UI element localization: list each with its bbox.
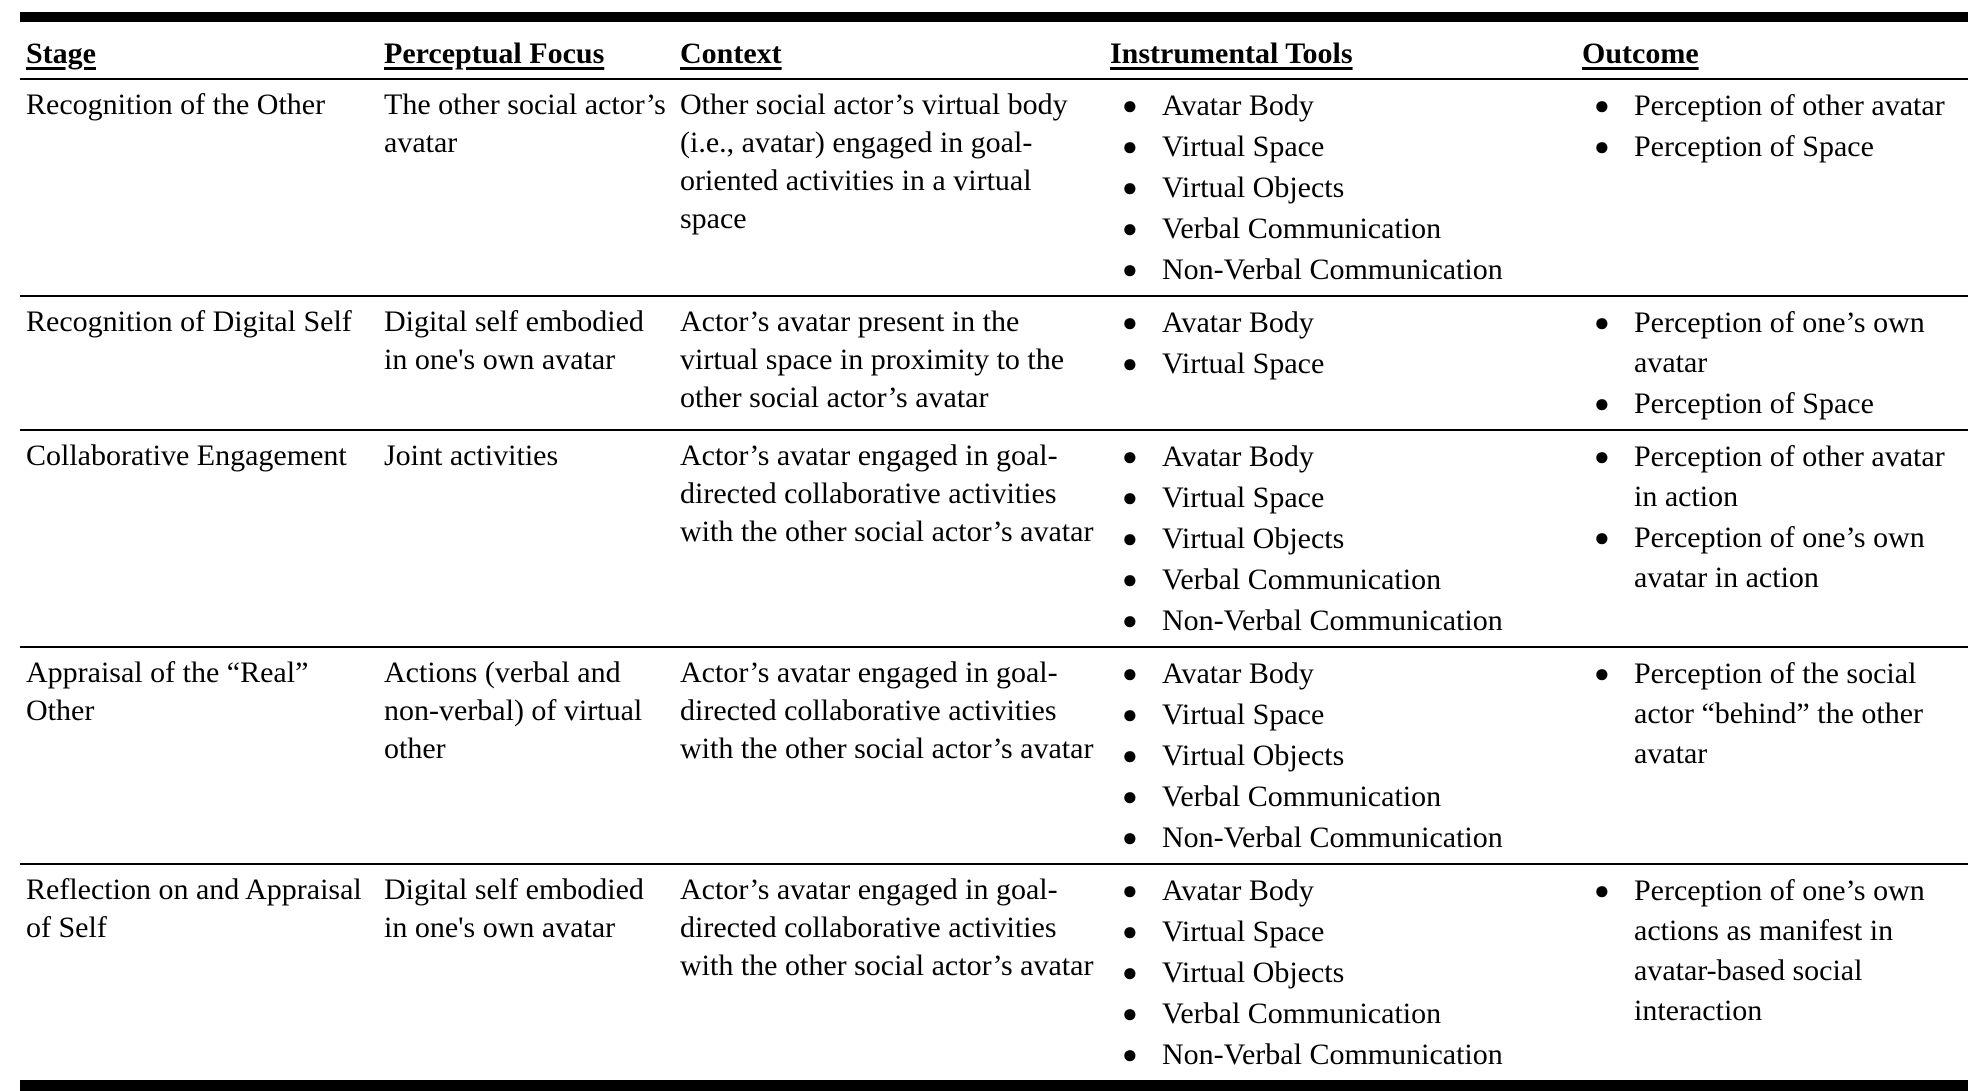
outcome-label: Perception of one’s own actions as manifest in avatar-based social interaction	[1634, 874, 1925, 1027]
cell-stage: Recognition of Digital Self	[20, 296, 378, 430]
bullet-icon: ●	[1594, 132, 1610, 161]
cell-outcome	[1576, 647, 1968, 864]
cell-context: Other social actor’s virtual body (i.e., avatar) engaged in goal-oriented activities in a virtual space	[674, 79, 1104, 296]
bullet-icon: ●	[1122, 524, 1138, 553]
list-item	[1110, 818, 1570, 858]
list-item	[1582, 654, 1962, 774]
outcome-label: Perception of Space	[1634, 387, 1874, 420]
list-item	[1582, 871, 1962, 1031]
cell-context: Actor’s avatar engaged in goal-directed collaborative activities with the other social actor’s avatar	[680, 873, 1094, 982]
list-item	[1110, 127, 1570, 167]
bullet-icon: ●	[1122, 565, 1138, 594]
list-item	[1582, 518, 1962, 598]
table-row	[20, 430, 1968, 647]
tools-list	[1110, 303, 1570, 384]
bullet-icon: ●	[1122, 483, 1138, 512]
bullet-icon: ●	[1122, 606, 1138, 635]
header-instrumental-tools-label: Instrumental Tools	[1110, 37, 1353, 70]
tool-label: Non-Verbal Communication	[1162, 821, 1503, 854]
tools-list	[1110, 437, 1570, 641]
tool-label: Verbal Communication	[1162, 212, 1442, 245]
bullet-icon: ●	[1594, 659, 1610, 688]
tool-label: Avatar Body	[1162, 874, 1314, 907]
cell-instrumental-tools	[1104, 647, 1576, 864]
bullet-icon: ●	[1594, 876, 1610, 905]
list-item	[1110, 344, 1570, 384]
outcome-label: Perception of one’s own avatar	[1634, 306, 1925, 379]
header-perceptual-focus-label: Perceptual Focus	[384, 37, 605, 70]
tool-label: Virtual Objects	[1162, 739, 1345, 772]
bullet-icon: ●	[1594, 389, 1610, 418]
tool-label: Virtual Space	[1162, 347, 1325, 380]
top-rule	[20, 12, 1968, 22]
bullet-icon: ●	[1122, 308, 1138, 337]
tool-label: Avatar Body	[1162, 440, 1314, 473]
header-row	[20, 22, 1968, 79]
bullet-icon: ●	[1122, 876, 1138, 905]
outcome-label: Perception of other avatar in action	[1634, 440, 1945, 513]
bullet-icon: ●	[1122, 1040, 1138, 1069]
cell-perceptual-focus: Digital self embodied in one's own avatar	[378, 296, 674, 430]
tool-label: Verbal Communication	[1162, 780, 1442, 813]
tool-label: Avatar Body	[1162, 89, 1314, 122]
list-item	[1110, 871, 1570, 911]
cell-perceptual-focus: The other social actor’s avatar	[378, 79, 674, 296]
table-row	[20, 79, 1968, 296]
bullet-icon: ●	[1122, 659, 1138, 688]
list-item	[1110, 437, 1570, 477]
tool-label: Virtual Objects	[1162, 956, 1345, 989]
outcome-list	[1582, 654, 1962, 774]
list-item	[1582, 86, 1962, 126]
cell-outcome	[1576, 79, 1968, 296]
header-context	[674, 22, 1104, 79]
tool-label: Virtual Space	[1162, 130, 1325, 163]
header-stage	[20, 22, 378, 79]
bullet-icon: ●	[1122, 255, 1138, 284]
outcome-label: Perception of the social actor “behind” the other avatar	[1634, 657, 1924, 770]
bullet-icon: ●	[1122, 173, 1138, 202]
list-item	[1582, 303, 1962, 383]
list-item	[1110, 994, 1570, 1034]
tool-label: Non-Verbal Communication	[1162, 604, 1503, 637]
bullet-icon: ●	[1594, 308, 1610, 337]
cell-context: Actor’s avatar present in the virtual space in proximity to the other social actor’s avatar	[674, 296, 1104, 430]
cell-outcome	[1576, 864, 1968, 1080]
tool-label: Non-Verbal Communication	[1162, 253, 1503, 286]
cell-outcome	[1576, 430, 1968, 647]
bullet-icon: ●	[1122, 91, 1138, 120]
list-item	[1110, 953, 1570, 993]
header-outcome-label: Outcome	[1582, 37, 1699, 70]
list-item	[1582, 384, 1962, 424]
tool-label: Non-Verbal Communication	[1162, 1038, 1503, 1071]
bullet-icon: ●	[1594, 523, 1610, 552]
header-perceptual-focus	[378, 22, 674, 79]
bullet-icon: ●	[1594, 442, 1610, 471]
cell-outcome	[1576, 296, 1968, 430]
tools-list	[1110, 654, 1570, 858]
tool-label: Virtual Objects	[1162, 171, 1345, 204]
table-row	[20, 296, 1968, 430]
list-item	[1110, 736, 1570, 776]
tool-label: Avatar Body	[1162, 306, 1314, 339]
tools-list	[1110, 871, 1570, 1075]
cell-instrumental-tools	[1104, 430, 1576, 647]
table	[20, 22, 1968, 1080]
header-outcome	[1576, 22, 1968, 79]
bullet-icon: ●	[1122, 214, 1138, 243]
tool-label: Verbal Communication	[1162, 997, 1442, 1030]
cell-instrumental-tools	[1104, 296, 1576, 430]
tool-label: Virtual Space	[1162, 481, 1325, 514]
list-item	[1110, 1035, 1570, 1075]
list-item	[1110, 519, 1570, 559]
table-row	[20, 647, 1968, 864]
list-item	[1110, 250, 1570, 290]
list-item	[1110, 86, 1570, 126]
list-item	[1110, 777, 1570, 817]
cell-perceptual-focus: Actions (verbal and non-verbal) of virtual other	[378, 647, 674, 864]
bullet-icon: ●	[1122, 700, 1138, 729]
bullet-icon: ●	[1122, 823, 1138, 852]
list-item	[1110, 209, 1570, 249]
list-item	[1110, 560, 1570, 600]
bullet-icon: ●	[1122, 999, 1138, 1028]
cell-perceptual-focus: Joint activities	[378, 430, 674, 647]
list-item	[1110, 168, 1570, 208]
list-item	[1110, 478, 1570, 518]
cell-stage: Collaborative Engagement	[20, 430, 378, 647]
tool-label: Virtual Space	[1162, 915, 1325, 948]
tool-label: Avatar Body	[1162, 657, 1314, 690]
cell-instrumental-tools	[1104, 79, 1576, 296]
bullet-icon: ●	[1122, 442, 1138, 471]
header-stage-label: Stage	[26, 37, 96, 70]
cell-context: Actor’s avatar engaged in goal-directed collaborative activities with the other social actor’s avatar	[674, 430, 1104, 647]
bullet-icon: ●	[1122, 741, 1138, 770]
header-instrumental-tools	[1104, 22, 1576, 79]
list-item	[1110, 303, 1570, 343]
tool-label: Virtual Space	[1162, 698, 1325, 731]
list-item	[1110, 695, 1570, 735]
list-item	[1110, 654, 1570, 694]
table-row	[20, 864, 1968, 1080]
bullet-icon: ●	[1122, 782, 1138, 811]
bullet-icon: ●	[1594, 91, 1610, 120]
cell-stage: Reflection on and Appraisal of Self	[26, 873, 362, 944]
cell-stage: Appraisal of the “Real” Other	[20, 647, 378, 864]
outcome-list	[1582, 871, 1962, 1031]
cell-perceptual-focus: Digital self embodied in one's own avatar	[384, 873, 644, 944]
tools-list	[1110, 86, 1570, 290]
outcome-list	[1582, 86, 1962, 167]
outcome-label: Perception of one’s own avatar in action	[1634, 521, 1925, 594]
outcome-list	[1582, 303, 1962, 424]
outcome-label: Perception of other avatar	[1634, 89, 1945, 122]
bullet-icon: ●	[1122, 958, 1138, 987]
cell-context: Actor’s avatar engaged in goal-directed collaborative activities with the other social actor’s avatar	[674, 647, 1104, 864]
list-item	[1582, 127, 1962, 167]
cell-stage: Recognition of the Other	[20, 79, 378, 296]
bottom-rule	[20, 1080, 1968, 1091]
tool-label: Virtual Objects	[1162, 522, 1345, 555]
bullet-icon: ●	[1122, 132, 1138, 161]
bullet-icon: ●	[1122, 349, 1138, 378]
list-item	[1110, 601, 1570, 641]
list-item	[1110, 912, 1570, 952]
cell-instrumental-tools	[1104, 864, 1576, 1080]
bullet-icon: ●	[1122, 917, 1138, 946]
outcome-label: Perception of Space	[1634, 130, 1874, 163]
list-item	[1582, 437, 1962, 517]
stage-table	[20, 12, 1968, 1091]
outcome-list	[1582, 437, 1962, 598]
tool-label: Verbal Communication	[1162, 563, 1442, 596]
header-context-label: Context	[680, 37, 782, 70]
